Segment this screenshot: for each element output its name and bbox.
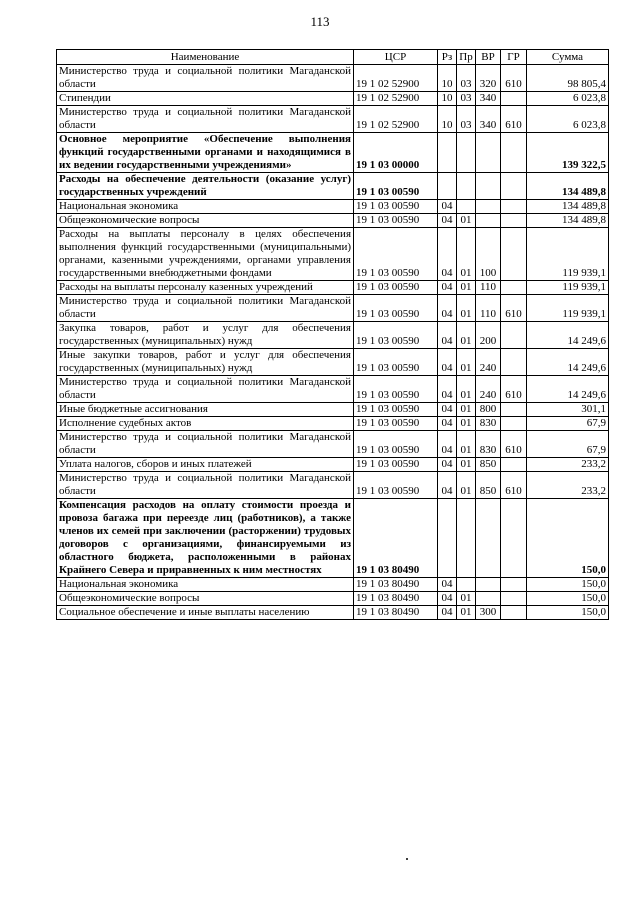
cell-gr [501,458,527,472]
cell-name: Закупка товаров, работ и услуг для обеспечения государственных (муниципальных) нужд [57,322,354,349]
table-row [57,322,609,349]
cell-csr: 19 1 03 00590 [354,281,438,295]
cell-sum: 134 489,8 [527,200,609,214]
cell-rz: 10 [438,106,457,133]
table-row [57,499,609,578]
cell-pr: 01 [457,228,476,281]
budget-table-container [56,49,608,620]
table-row [57,606,609,620]
cell-vr: 850 [476,472,501,499]
cell-pr: 03 [457,106,476,133]
cell-sum: 119 939,1 [527,295,609,322]
cell-vr [476,578,501,592]
cell-csr: 19 1 03 00590 [354,200,438,214]
cell-vr: 830 [476,417,501,431]
cell-rz: 04 [438,472,457,499]
cell-sum: 134 489,8 [527,214,609,228]
cell-gr [501,606,527,620]
table-row [57,417,609,431]
table-header [57,50,609,65]
cell-name: Общеэкономические вопросы [57,214,354,228]
cell-sum: 119 939,1 [527,281,609,295]
cell-rz: 04 [438,417,457,431]
cell-rz [438,499,457,578]
cell-gr: 610 [501,472,527,499]
cell-csr: 19 1 03 80490 [354,578,438,592]
cell-pr: 01 [457,295,476,322]
cell-vr: 110 [476,295,501,322]
cell-rz: 04 [438,228,457,281]
cell-pr: 01 [457,472,476,499]
cell-sum: 301,1 [527,403,609,417]
cell-csr: 19 1 03 00590 [354,214,438,228]
table-row [57,376,609,403]
cell-gr [501,417,527,431]
cell-gr [501,499,527,578]
cell-vr: 800 [476,403,501,417]
cell-sum: 6 023,8 [527,92,609,106]
cell-sum: 14 249,6 [527,376,609,403]
cell-name: Компенсация расходов на оплату стоимости проезда и провоза багажа при переезде лиц (работников), а также членов их семей при заключении (расторжении) трудовых договоров с организациями, финансируемыми из областного бюджета, расположенными в районах Крайнего Севера и приравненных к ним местностях [57,499,354,578]
cell-gr: 610 [501,376,527,403]
table-row [57,106,609,133]
cell-pr: 01 [457,606,476,620]
cell-name: Министерство труда и социальной политики Магаданской области [57,431,354,458]
cell-vr: 240 [476,376,501,403]
cell-pr: 01 [457,403,476,417]
cell-pr: 01 [457,322,476,349]
header-sum: Сумма [527,50,609,65]
cell-pr: 03 [457,92,476,106]
budget-table [56,49,609,620]
cell-vr: 830 [476,431,501,458]
header-rz: Рз [438,50,457,65]
cell-rz: 04 [438,606,457,620]
cell-csr: 19 1 03 00590 [354,458,438,472]
cell-vr [476,592,501,606]
cell-gr: 610 [501,106,527,133]
table-row [57,65,609,92]
cell-rz: 04 [438,200,457,214]
cell-pr: 01 [457,417,476,431]
cell-name: Министерство труда и социальной политики Магаданской области [57,65,354,92]
cell-csr: 19 1 03 00590 [354,403,438,417]
cell-csr: 19 1 03 00590 [354,417,438,431]
table-row [57,295,609,322]
table-row [57,349,609,376]
table-row [57,578,609,592]
cell-csr: 19 1 03 80490 [354,606,438,620]
table-row [57,92,609,106]
cell-name: Национальная экономика [57,200,354,214]
cell-rz: 04 [438,295,457,322]
header-gr: ГР [501,50,527,65]
cell-csr: 19 1 03 00000 [354,133,438,173]
cell-rz: 04 [438,214,457,228]
cell-csr: 19 1 03 00590 [354,376,438,403]
table-row [57,228,609,281]
cell-csr: 19 1 03 00590 [354,295,438,322]
cell-vr [476,200,501,214]
cell-sum: 67,9 [527,417,609,431]
cell-gr [501,173,527,200]
cell-rz: 10 [438,65,457,92]
table-row [57,592,609,606]
cell-pr [457,173,476,200]
cell-pr: 01 [457,349,476,376]
cell-csr: 19 1 03 00590 [354,349,438,376]
cell-csr: 19 1 03 00590 [354,228,438,281]
table-body [57,65,609,620]
cell-rz: 04 [438,322,457,349]
cell-vr [476,499,501,578]
cell-pr: 01 [457,592,476,606]
header-name: Наименование [57,50,354,65]
cell-sum: 150,0 [527,499,609,578]
cell-name: Стипендии [57,92,354,106]
cell-rz: 04 [438,592,457,606]
cell-name: Расходы на выплаты персоналу казенных учреждений [57,281,354,295]
cell-gr: 610 [501,431,527,458]
cell-vr [476,173,501,200]
cell-csr: 19 1 03 00590 [354,472,438,499]
cell-sum: 233,2 [527,472,609,499]
cell-name: Национальная экономика [57,578,354,592]
cell-name: Расходы на обеспечение деятельности (оказание услуг) государственных учреждений [57,173,354,200]
cell-rz: 04 [438,431,457,458]
cell-sum: 119 939,1 [527,228,609,281]
cell-rz [438,133,457,173]
cell-gr: 610 [501,65,527,92]
cell-pr [457,200,476,214]
table-row [57,214,609,228]
cell-gr [501,281,527,295]
cell-gr [501,349,527,376]
cell-gr [501,592,527,606]
cell-rz: 04 [438,376,457,403]
cell-sum: 134 489,8 [527,173,609,200]
cell-name: Иные бюджетные ассигнования [57,403,354,417]
cell-gr [501,133,527,173]
table-row [57,458,609,472]
cell-sum: 14 249,6 [527,322,609,349]
table-row [57,281,609,295]
cell-sum: 150,0 [527,606,609,620]
cell-csr: 19 1 02 52900 [354,92,438,106]
cell-name: Исполнение судебных актов [57,417,354,431]
cell-csr: 19 1 03 80490 [354,499,438,578]
cell-vr: 110 [476,281,501,295]
cell-csr: 19 1 03 80490 [354,592,438,606]
cell-vr [476,214,501,228]
cell-pr: 03 [457,65,476,92]
cell-vr: 320 [476,65,501,92]
cell-name: Министерство труда и социальной политики Магаданской области [57,472,354,499]
cell-name: Министерство труда и социальной политики Магаданской области [57,295,354,322]
cell-gr [501,322,527,349]
cell-sum: 98 805,4 [527,65,609,92]
cell-vr: 200 [476,322,501,349]
cell-gr [501,228,527,281]
cell-pr [457,499,476,578]
cell-gr [501,92,527,106]
page-number: 113 [310,14,330,29]
cell-vr: 340 [476,92,501,106]
cell-vr [476,133,501,173]
cell-name: Уплата налогов, сборов и иных платежей [57,458,354,472]
table-row [57,133,609,173]
table-row [57,173,609,200]
cell-sum: 139 322,5 [527,133,609,173]
cell-vr: 850 [476,458,501,472]
cell-pr: 01 [457,376,476,403]
cell-pr: 01 [457,458,476,472]
cell-rz: 04 [438,403,457,417]
cell-name: Общеэкономические вопросы [57,592,354,606]
cell-pr: 01 [457,214,476,228]
cell-sum: 6 023,8 [527,106,609,133]
cell-name: Министерство труда и социальной политики Магаданской области [57,106,354,133]
cell-csr: 19 1 02 52900 [354,106,438,133]
cell-name: Расходы на выплаты персоналу в целях обеспечения выполнения функций государственными (муниципальными) органами, казенными учреждениями, органами управления государственными внебюджетными фондами [57,228,354,281]
cell-gr [501,578,527,592]
cell-rz: 04 [438,578,457,592]
cell-gr: 610 [501,295,527,322]
header-row [57,50,609,65]
cell-pr: 01 [457,281,476,295]
cell-gr [501,403,527,417]
cell-pr [457,133,476,173]
cell-rz: 04 [438,349,457,376]
cell-name: Социальное обеспечение и иные выплаты населению [57,606,354,620]
cell-rz: 04 [438,458,457,472]
cell-vr: 340 [476,106,501,133]
cell-sum: 14 249,6 [527,349,609,376]
cell-name: Министерство труда и социальной политики Магаданской области [57,376,354,403]
table-row [57,431,609,458]
cell-vr: 240 [476,349,501,376]
cell-name: Иные закупки товаров, работ и услуг для обеспечения государственных (муниципальных) нужд [57,349,354,376]
cell-csr: 19 1 03 00590 [354,431,438,458]
cell-name: Основное мероприятие «Обеспечение выполнения функций государственными органами и находящимися в их ведении государственными учреждениями» [57,133,354,173]
cell-sum: 150,0 [527,578,609,592]
cell-rz [438,173,457,200]
table-row [57,472,609,499]
cell-sum: 67,9 [527,431,609,458]
header-vr: ВР [476,50,501,65]
cell-csr: 19 1 03 00590 [354,322,438,349]
cell-gr [501,200,527,214]
cell-csr: 19 1 03 00590 [354,173,438,200]
cell-sum: 150,0 [527,592,609,606]
cell-vr: 100 [476,228,501,281]
header-csr: ЦСР [354,50,438,65]
table-row [57,200,609,214]
cell-gr [501,214,527,228]
cell-csr: 19 1 02 52900 [354,65,438,92]
cell-sum: 233,2 [527,458,609,472]
cell-pr: 01 [457,431,476,458]
header-pr: Пр [457,50,476,65]
cell-vr: 300 [476,606,501,620]
speck-mark [406,858,408,860]
cell-rz: 10 [438,92,457,106]
table-row [57,403,609,417]
cell-rz: 04 [438,281,457,295]
cell-pr [457,578,476,592]
